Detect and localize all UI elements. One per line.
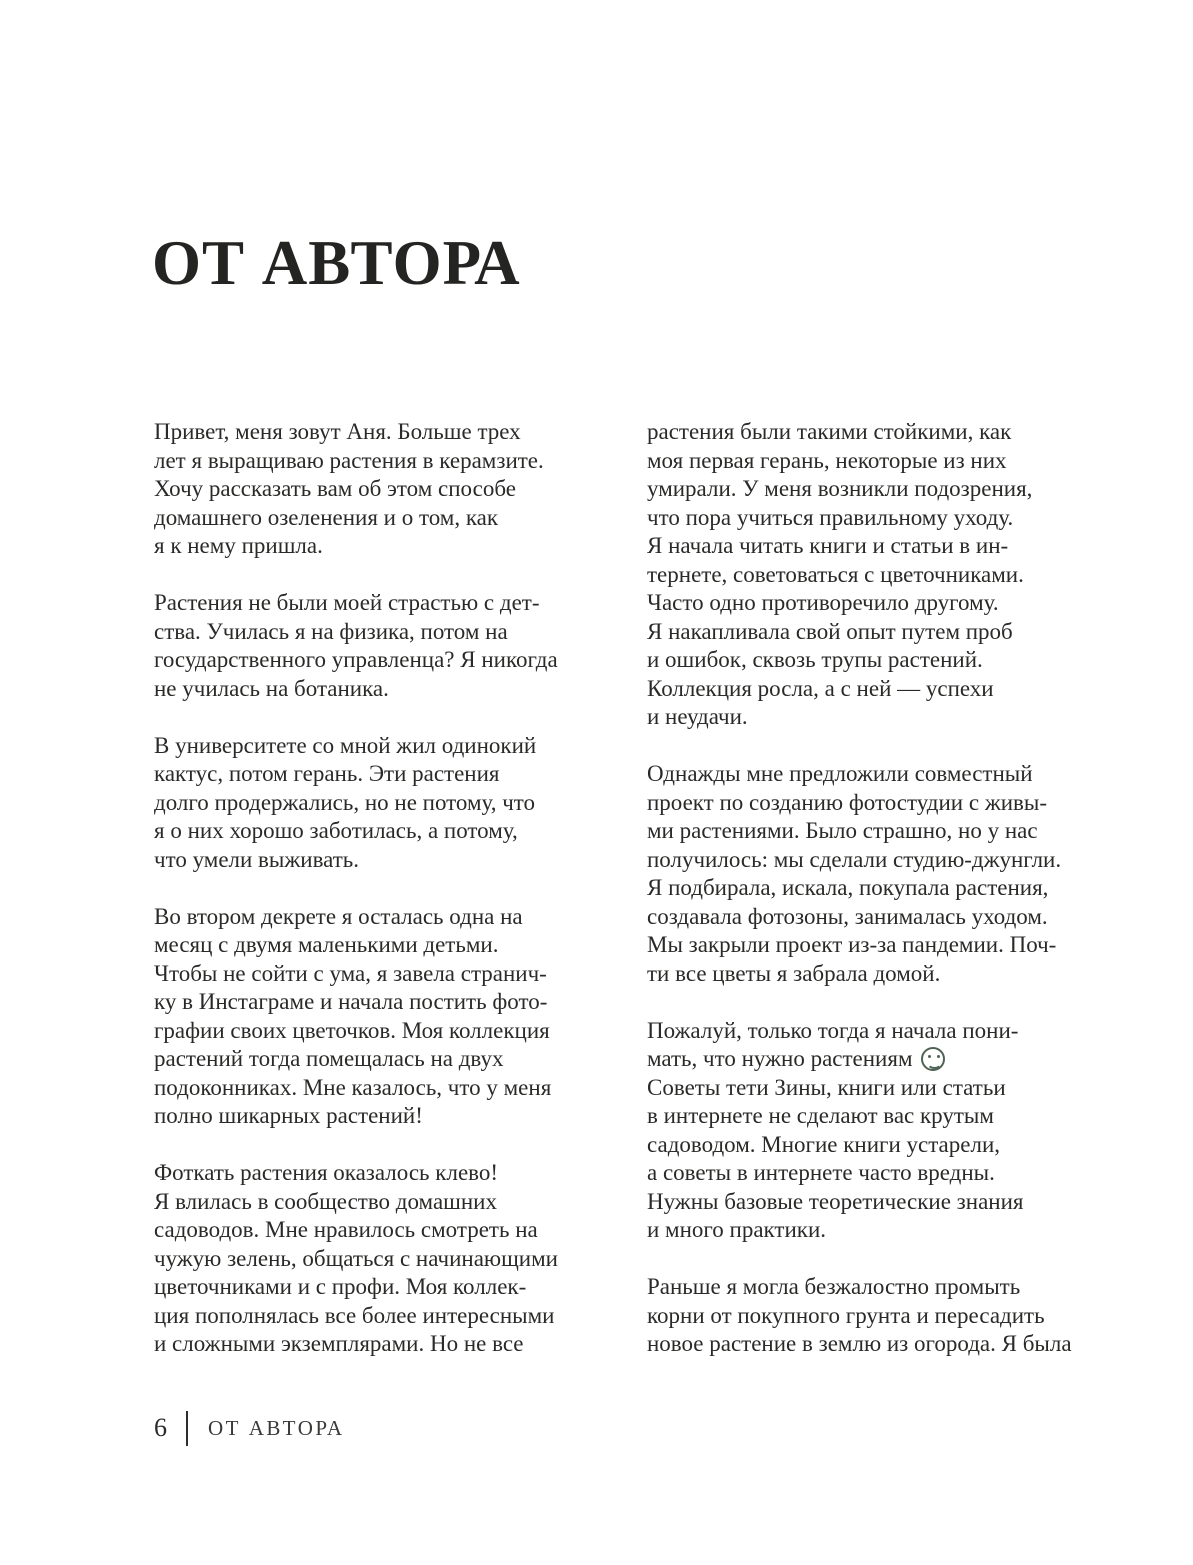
paragraph bbox=[154, 732, 606, 875]
text-line: садоводом. Многие книги устарели, bbox=[647, 1131, 1000, 1157]
text-line: получилось: мы сделали студию-джунгли. bbox=[647, 846, 1062, 872]
text-line: Советы тети Зины, книги или статьи bbox=[647, 1074, 1006, 1100]
text-line: подоконниках. Мне казалось, что у меня bbox=[154, 1074, 552, 1100]
text-line: домашнего озеленения и о том, как bbox=[154, 504, 499, 530]
text-line: я о них хорошо заботилась, а потому, bbox=[154, 818, 518, 843]
text-line: ти все цветы я забрала домой. bbox=[647, 960, 941, 986]
text-line: Однажды мне предложили совместный bbox=[647, 761, 1033, 786]
text-line: в интернете не сделают вас крутым bbox=[647, 1103, 994, 1128]
text-line: что умели выживать. bbox=[154, 846, 360, 872]
footer-section-label: ОТ АВТОРА bbox=[208, 1415, 345, 1440]
text-line: Я подбирала, искала, покупала растения, bbox=[647, 875, 1049, 900]
text-line: Во втором декрете я осталась одна на bbox=[154, 903, 523, 929]
text-column-left bbox=[154, 418, 606, 1359]
text-line: и ошибок, сквозь трупы растений. bbox=[647, 647, 983, 672]
footer-divider bbox=[186, 1411, 188, 1446]
paragraph bbox=[647, 760, 1099, 988]
text-line: корни от покупного грунта и пересадить bbox=[647, 1302, 1045, 1328]
text-line: долго продержались, но не потому, что bbox=[154, 789, 536, 815]
text-line: цветочниками и с профи. Моя коллек- bbox=[154, 1274, 527, 1299]
text-line: Коллекция росла, а с ней — успехи bbox=[647, 675, 994, 701]
paragraph bbox=[647, 418, 1099, 732]
text-line: а советы в интернете часто вредны. bbox=[647, 1160, 995, 1185]
text-line: растений тогда помещалась на двух bbox=[154, 1046, 504, 1071]
text-line: месяц с двумя маленькими детьми. bbox=[154, 932, 499, 957]
text-line: графии своих цветочков. Моя коллекция bbox=[154, 1017, 550, 1043]
text-line: что пора учиться правильному уходу. bbox=[647, 504, 1014, 530]
text-line: государственного управленца? Я никогда bbox=[154, 647, 558, 672]
text-line: ства. Училась я на физика, потом на bbox=[154, 618, 508, 644]
text-line: ция пополнялась все более интересными bbox=[154, 1302, 555, 1328]
text-line: проект по созданию фотостудии с живы- bbox=[647, 789, 1047, 815]
text-line: Раньше я могла безжалостно промыть bbox=[647, 1274, 1021, 1299]
text-line: и неудачи. bbox=[647, 704, 748, 729]
text-line: ми растениями. Было страшно, но у нас bbox=[647, 818, 1038, 843]
text-line: не училась на ботаника. bbox=[154, 675, 389, 701]
text-line: В университете со мной жил одинокий bbox=[154, 732, 537, 758]
text-line: садоводов. Мне нравилось смотреть на bbox=[154, 1217, 538, 1242]
paragraph bbox=[647, 1017, 1099, 1245]
page-footer bbox=[154, 1408, 345, 1448]
text-column-right bbox=[647, 418, 1099, 1359]
text-line: лет я выращиваю растения в керамзите. bbox=[154, 447, 544, 473]
paragraph bbox=[647, 1273, 1099, 1359]
text-line: тернете, советоваться с цветочниками. bbox=[647, 561, 1024, 587]
text-line: растения были такими стойкими, как bbox=[647, 419, 1012, 444]
text-line: Мы закрыли проект из-за пандемии. Поч- bbox=[647, 932, 1057, 957]
paragraph bbox=[154, 589, 606, 703]
text-line: и много практики. bbox=[647, 1217, 827, 1242]
text-line: моя первая герань, некоторые из них bbox=[647, 447, 1007, 473]
text-line: Я накапливала свой опыт путем проб bbox=[647, 618, 1013, 644]
text-line: полно шикарных растений! bbox=[154, 1103, 423, 1128]
text-line: Чтобы не сойти с ума, я завела странич- bbox=[154, 960, 547, 986]
page-number: 6 bbox=[154, 1413, 167, 1442]
text-line: Я влилась в сообщество домашних bbox=[154, 1188, 497, 1214]
text-line: кактус, потом герань. Эти растения bbox=[154, 761, 500, 786]
smiley-icon bbox=[921, 1047, 945, 1071]
paragraph bbox=[154, 903, 606, 1131]
text-line: новое растение в землю из огорода. Я была bbox=[647, 1331, 1072, 1356]
text-line: мать, что нужно растениям bbox=[647, 1045, 1099, 1074]
paragraph bbox=[154, 1159, 606, 1359]
text-line: Часто одно противоречило другому. bbox=[647, 590, 999, 615]
text-line: Хочу рассказать вам об этом способе bbox=[154, 476, 516, 501]
text-line: умирали. У меня возникли подозрения, bbox=[647, 476, 1033, 501]
text-line: создавала фотозоны, занималась уходом. bbox=[647, 903, 1048, 929]
text-line: ку в Инстаграме и начала постить фото- bbox=[154, 989, 548, 1014]
paragraph bbox=[154, 418, 606, 561]
page-title: ОТ АВТОРА bbox=[152, 228, 521, 298]
text-line: Привет, меня зовут Аня. Больше трех bbox=[154, 419, 521, 444]
text-line: я к нему пришла. bbox=[154, 533, 323, 558]
text-line: Фоткать растения оказалось клево! bbox=[154, 1160, 499, 1185]
text-line: Нужны базовые теоретические знания bbox=[647, 1188, 1024, 1214]
text-line: Пожалуй, только тогда я начала пони- bbox=[647, 1017, 1019, 1043]
text-line: Растения не были моей страстью с дет- bbox=[154, 590, 540, 615]
text-line: чужую зелень, общаться с начинающими bbox=[154, 1245, 558, 1271]
text-line: и сложными экземплярами. Но не все bbox=[154, 1331, 524, 1356]
text-line: Я начала читать книги и статьи в ин- bbox=[647, 533, 1009, 558]
